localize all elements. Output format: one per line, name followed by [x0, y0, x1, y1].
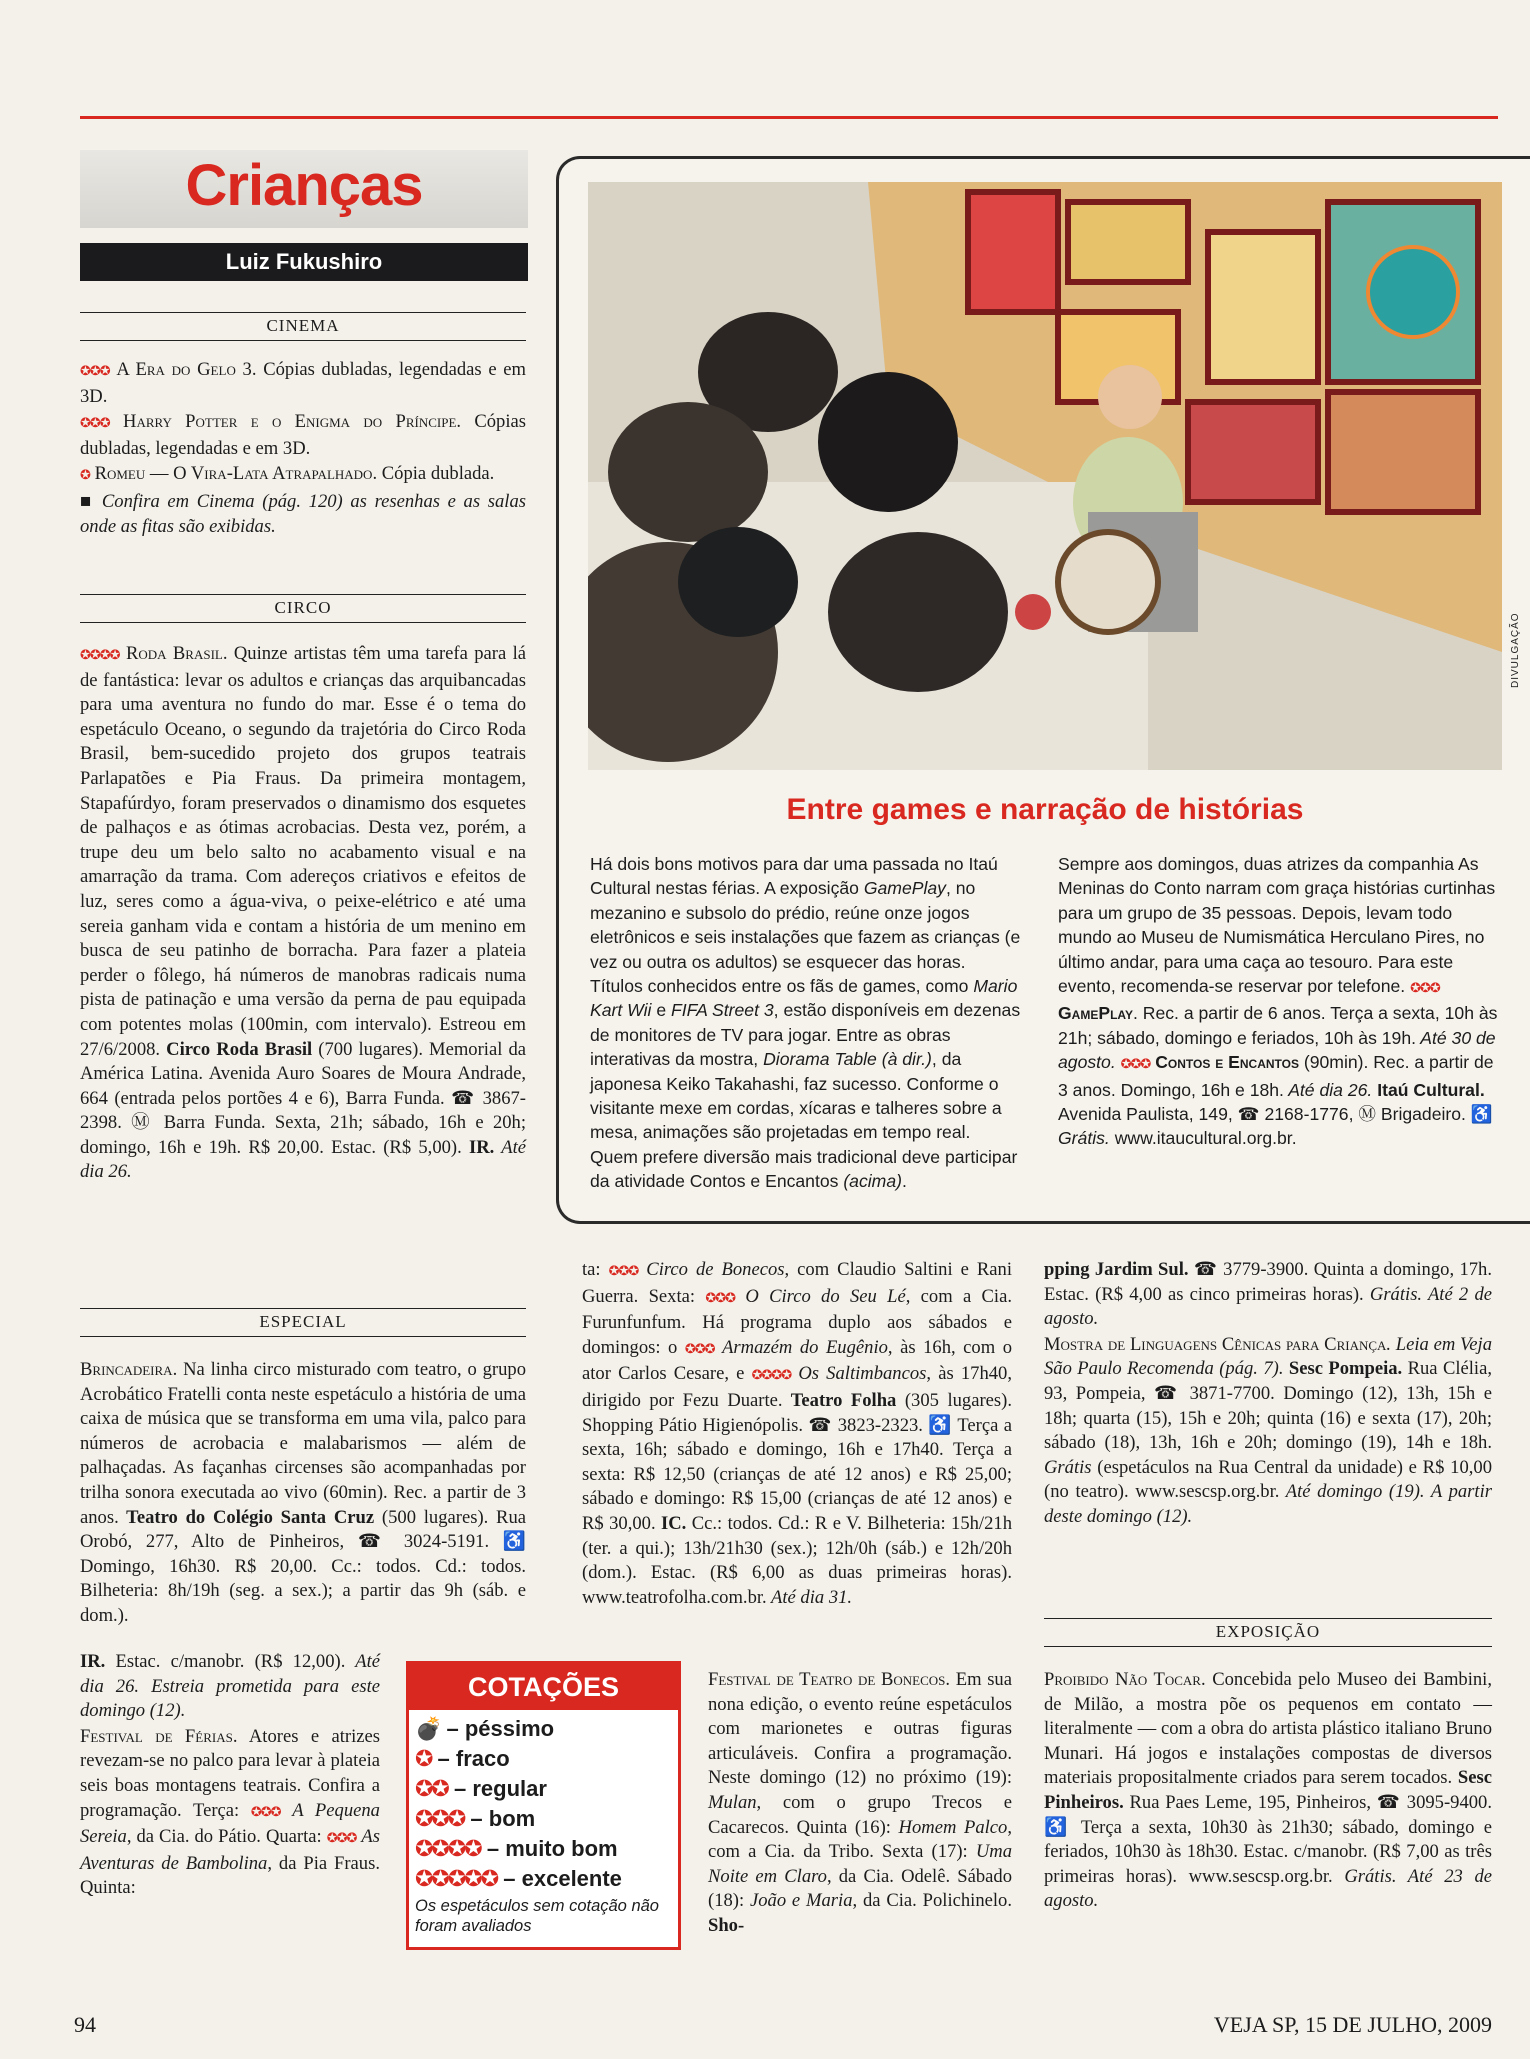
rating-row: 💣 – péssimo: [415, 1716, 555, 1742]
rating-row: ✪✪✪✪ – muito bom: [415, 1836, 618, 1862]
rating-icon: ✪✪✪: [1120, 1057, 1151, 1073]
ratings-legend-note: Os espetáculos sem cotação não foram avaliados: [415, 1897, 659, 1935]
ratings-legend: [406, 1661, 681, 1950]
bomb-icon: 💣: [415, 1717, 441, 1742]
cinema-item: ✪✪✪ Harry Potter e o Enigma do Príncipe. Cópias dubladas, legendadas e em 3D.: [80, 411, 527, 459]
author-name: Luiz Fukushiro: [225, 249, 383, 274]
top-rule: [80, 116, 1498, 119]
right-column-top: pping Jardim Sul. ☎ 3779-3900. Quinta a domingo, 17h. Estac. (R$ 4,00 as cinco primeiras horas). Grátis. Até 2 de agosto. Mostra de Linguagens Cênicas para Criança. Leia em Veja São Paulo Recomenda (pág. 7). Sesc Pompeia. Rua Clélia, 93, Pompeia, ☎ 3871-7700. Domingo (12), 13h, 15h e 18h; quarta (15), 15h e 20h; quinta (16) e sexta (17), 20h; sábado (18), 13h, 16h e 20h; domingo (19), 14h e 18h. Grátis (espetáculos na Rua Central da unidade) e R$ 10,00 (no teatro). www.sescsp.org.br. Até domingo (19). A partir deste domingo (12).: [1044, 1259, 1493, 1527]
star-icon: ✪: [415, 1747, 432, 1772]
section-title-box: [80, 150, 528, 228]
ratings-legend-title: COTAÇÕES: [409, 1664, 678, 1710]
feature-photo: [588, 182, 1502, 770]
rating-row: ✪✪ – regular: [415, 1776, 547, 1802]
especial-entry: Brincadeira. Na linha circo misturado com teatro, o grupo Acrobático Fratelli conta neste espetáculo a história de uma caixa de música que se transforma em uma vila, palco para números de acrobacia e malabarismos — além de palhaçadas. As façanhas circenses são acompanhadas por trilha sonora executada ao vivo (60min). Rec. a partir de 3 anos. Teatro do Colégio Santa Cruz (500 lugares). Rua Orobó, 277, Alto de Pinheiros, ☎ 3024-5191. ♿ Domingo, 16h30. R$ 20,00. Cc.: todos. Cd.: todos. Bilheteria: 8h/19h (seg. a sex.); a partir das 9h (sáb. e dom.).: [80, 1359, 526, 1626]
middle-column-bottom: Festival de Teatro de Bonecos. Em sua nona edição, o evento reúne espetáculos com marionetes e outras figuras articuláveis. Confira a programação. Neste domingo (12) no próximo (19): Mulan, com o grupo Trecos e Cacarecos. Quinta (16): Homem Palco, com a Cia. da Tribo. Sexta (17): Uma Noite em Claro, da Cia. Odelê. Sábado (18): João e Maria, da Cia. Polichinelo. Sho-: [708, 1669, 1013, 1936]
cinema-note: ■ Confira em Cinema (pág. 120) as resenhas e as salas onde as fitas são exibidas.: [80, 490, 526, 537]
especial-entry-cont: IR. Estac. c/manobr. (R$ 12,00). Até dia 26. Estreia prometida para este domingo (12). Festival de Férias. Atores e atrizes revezam-se no palco para levar à plateia seis boas montagens teatrais. Confira a programação. Terça: ✪✪✪ A Pequena Sereia, da Cia. do Pátio. Quarta: ✪✪✪ As Aventuras de Bambolina, da Pia Fraus. Quinta:: [80, 1651, 381, 1899]
rating-row: ✪✪✪ – bom: [415, 1806, 536, 1832]
heading-especial: ESPECIAL: [80, 1308, 526, 1337]
rating-icon: ✪✪✪: [1410, 981, 1440, 997]
cinema-item: ✪✪✪ A Era do Gelo 3. Cópias dubladas, legendadas e em 3D.: [80, 359, 527, 407]
star-icon: ✪✪✪✪✪: [415, 1867, 498, 1892]
rating-row: ✪ – fraco: [415, 1746, 510, 1772]
cinema-item: ✪ Romeu — O Vira-Lata Atrapalhado. Cópia dublada.: [80, 463, 495, 485]
exposicao-entry: Proibido Não Tocar. Concebida pelo Museo dei Bambini, de Milão, a mostra põe os pequenos em contato — literalmente — com a obra do artista plástico italiano Bruno Munari. Há jogos e instalações compostas de diversos materiais propositalmente criados para serem tocados. Sesc Pinheiros. Rua Paes Leme, 195, Pinheiros, ☎ 3095-9400. ♿ Terça a sexta, 10h30 às 21h30; sábado, domingo e feriados, 10h30 às 18h30. Estac. c/manobr. (R$ 7,00 as três primeiras horas). www.sescsp.org.br. Grátis. Até 23 de agosto.: [1044, 1669, 1493, 1912]
heading-circo: CIRCO: [80, 594, 526, 623]
feature-text-right: Sempre aos domingos, duas atrizes da companhia As Meninas do Conto narram com graça histórias curtinhas para um grupo de 35 pessoas. Depois, levam todo mundo ao Museu de Numismática Herculano Pires, no último andar, para uma caça ao tesouro. Para este evento, recomenda-se reservar por telefone. ✪✪✪ GamePlay. Rec. a partir de 6 anos. Terça a sexta, 10h às 21h; sábado, domingo e feriados, 10h às 19h. Até 30 de agosto. ✪✪✪ Contos e Encantos (90min). Rec. a partir de 3 anos. Domingo, 16h e 18h. Até dia 26. Itaú Cultural. Avenida Paulista, 149, ☎ 2168-1776, Ⓜ Brigadeiro. ♿ Grátis. www.itaucultural.org.br.: [1058, 854, 1498, 1149]
page-number: 94: [74, 2012, 96, 2037]
circo-entry: ✪✪✪✪ Roda Brasil. Quinze artistas têm uma tarefa para lá de fantástica: levar os adultos e crianças das arquibancadas para uma aventura no fundo do mar. Esse é o tema do espetáculo Oceano, o segundo da trajetória do Circo Roda Brasil, bem-sucedido projeto dos grupos teatrais Parlapatões e Pia Fraus. Da primeira montagem, Stapafúrdyo, foram preservados o dinamismo dos esquetes de palhaços e as ótimas acrobacias. Desta vez, porém, a trupe deu um belo salto no acabamento visual e na amarração da trama. Com adereços criativos e efeitos de luz, seres como a água-viva, o peixe-elétrico e até uma sereia ganham vida e contam a história de um menino em busca de seu patinho de borracha. Para fazer a plateia perder o fôlego, há números de manobras radicais numa pista de patinação e uma versão da perna de pau equipada com potentes molas (100min, com intervalo). Estreou em 27/6/2008. Circo Roda Brasil (700 lugares). Memorial da América Latina. Avenida Auro Soares de Moura Andrade, 664 (entrada pelos portões 4 e 6), Barra Funda. ☎ 3867-2398. Ⓜ Barra Funda. Sexta, 21h; sábado, 16h e 20h; domingo, 16h e 19h. R$ 20,00. Estac. (R$ 5,00). IR. Até dia 26.: [80, 643, 526, 1183]
star-icon: ✪✪✪: [415, 1807, 465, 1832]
publication-info: VEJA SP, 15 DE JULHO, 2009: [1213, 2012, 1492, 2037]
rating-icon: ✪✪✪✪: [80, 648, 120, 663]
middle-column-top: ta: ✪✪✪ Circo de Bonecos, com Claudio Saltini e Rani Guerra. Sexta: ✪✪✪ O Circo do Seu Lé, com a Cia. Furunfunfum. Há programa duplo aos sábados e domingos: o ✪✪✪ Armazém do Eugênio, às 16h, com o ator Carlos Cesare, e ✪✪✪✪ Os Saltimbancos, às 17h40, dirigido por Fezu Duarte. Teatro Folha (305 lugares). Shopping Pátio Higienópolis. ☎ 3823-2323. ♿ Terça a sexta, 16h; sábado e domingo, 16h e 17h40. Terça a sexta: R$ 12,50 (crianças de até 12 anos) e R$ 25,00; sábado e domingo: R$ 15,00 (crianças de até 12 anos) e R$ 30,00. IC. Cc.: todos. Cd.: R e V. Bilheteria: 15h/21h (ter. a qui.); 13h/21h30 (sex.); 12h/0h (sáb.) e 12h/20h (dom.). Estac. (R$ 6,00 as duas primeiras horas). www.teatrofolha.com.br. Até dia 31.: [582, 1259, 1013, 1608]
feature-text-left: Há dois bons motivos para dar uma passada no Itaú Cultural nestas férias. A exposição GamePlay, no mezanino e subsolo do prédio, reúne onze jogos eletrônicos e seis instalações que fazem as crianças (e vez ou outra os adultos) se esquecer das horas. Títulos conhecidos entre os fãs de games, como Mario Kart Wii e FIFA Street 3, estão disponíveis em dezenas de monitores de TV para jogar. Entre as obras interativas da mostra, Diorama Table (à dir.), da japonesa Keiko Takahashi, faz sucesso. Conforme o visitante mexe em cordas, xícaras e talheres sobre a mesa, animações são projetadas em tempo real. Quem prefere diversão mais tradicional deve participar da atividade Contos e Encantos (acima).: [590, 854, 1021, 1192]
photo-credit: DIVULGAÇÃO: [1510, 612, 1521, 688]
star-icon: ✪✪✪✪: [415, 1837, 481, 1862]
cinema-list: [80, 358, 526, 540]
section-title: Crianças: [185, 153, 423, 218]
rating-row: ✪✪✪✪✪ – excelente: [415, 1866, 622, 1892]
author-bar: [80, 243, 528, 281]
heading-exposicao: EXPOSIÇÃO: [1044, 1618, 1492, 1647]
rating-icon: ✪✪✪: [80, 364, 110, 379]
star-icon: ✪✪: [415, 1777, 448, 1802]
feature-title: Entre games e narração de histórias: [786, 793, 1304, 826]
rating-icon: ✪: [80, 468, 90, 484]
rating-icon: ✪✪✪: [80, 416, 110, 432]
heading-cinema: CINEMA: [80, 312, 526, 341]
